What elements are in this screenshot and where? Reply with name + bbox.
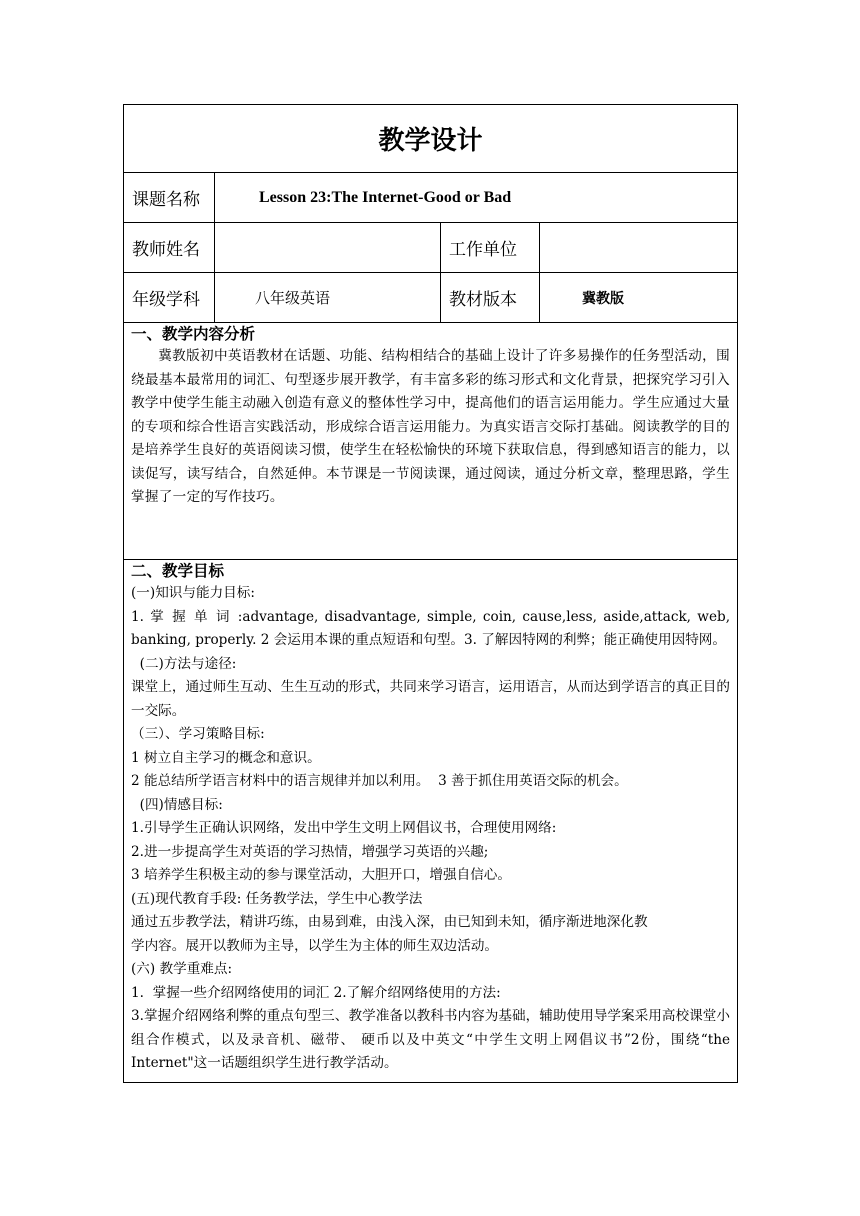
grade-subject-label: 年级学科	[124, 273, 215, 323]
content-analysis-body: 冀教版初中英语教材在话题、功能、结构相结合的基础上设计了许多易操作的任务型活动，围绕最基本最常用的词汇、句型逐步展开教学，有丰富多彩的练习形式和文化背景，把探究学习引入教学中使学生能主动融入创造有意义的整体性学习中，提高他们的语言运用能力。学生应通过大量的专项和综合性语言实践活动，形成综合语言运用能力。为真实语言交际打基础。阅读教学的目的是培养学生良好的英语阅读习惯，使学生在轻松愉快的环境下获取信息，得到感知语言的能力，以读促写，读写结合，自然延伸。本节课是一节阅读课，通过阅读，通过分析文章，整理思路，学生掌握了一定的写作技巧。	[131, 348, 731, 505]
textbook-version-value: 冀教版	[540, 273, 738, 323]
objective-line: 通过五步教学法，精讲巧练，由易到难，由浅入深，由已知到未知，循序渐进地深化教	[131, 914, 648, 930]
topic-value: Lesson 23:The Internet-Good or Bad	[215, 173, 738, 223]
objective-line: 1 树立自主学习的概念和意识。	[131, 749, 321, 766]
objective-line: 学内容。展开以教师为主导，以学生为主体的师生双边活动。	[131, 937, 499, 954]
teaching-objectives-section	[124, 560, 738, 1083]
content-analysis-heading: 一、教学内容分析	[131, 325, 256, 343]
workplace-value	[540, 223, 738, 273]
objective-line: 1. 掌 握 单 词 :advantage, disadvantage, simple, coin, cause,less, aside,attack, web, banking, properly. 2 会运用本课的重点短语和句型。3. 了解因特网的利弊；能正确使用因特网。	[131, 608, 731, 648]
objective-line: (四)情感目标:	[131, 796, 223, 813]
objective-line: 1.引导学生正确认识网络，发出中学生文明上网倡议书，合理使用网络:	[131, 820, 557, 836]
objective-line: (二)方法与途径:	[131, 655, 237, 672]
form-table	[123, 104, 738, 1083]
lesson-design-form	[123, 104, 737, 1083]
objective-line: 3.掌握介绍网络利弊的重点句型三、教学准备以教科书内容为基础，辅助使用导学案采用高校课堂小组合作模式，以及录音机、磁带、 硬币以及中英文“中学生文明上网倡议书”2份，围绕“the Internet"这一话题组织学生进行教学活动。	[131, 1008, 731, 1071]
textbook-version-label: 教材版本	[441, 273, 540, 323]
page-title: 教学设计	[124, 105, 738, 173]
workplace-label: 工作单位	[441, 223, 540, 273]
teaching-objectives-heading: 二、教学目标	[131, 562, 225, 580]
content-analysis-section	[124, 323, 738, 560]
objective-line: （三）、学习策略目标:	[131, 726, 265, 742]
teacher-value	[215, 223, 441, 273]
objective-line: 2 能总结所学语言材料中的语言规律并加以利用。 3 善于抓住用英语交际的机会。	[131, 773, 628, 789]
grade-subject-value: 八年级英语	[215, 273, 441, 323]
objective-line: 1. 掌握一些介绍网络使用的词汇 2.了解介绍网络使用的方法:	[131, 984, 501, 1001]
topic-label: 课题名称	[124, 173, 215, 223]
teacher-label: 教师姓名	[124, 223, 215, 273]
objective-line: 3 培养学生积极主动的参与课堂活动，大胆开口，增强自信心。	[131, 867, 511, 883]
objective-line: (五)现代教育手段: 任务教学法，学生中心教学法	[131, 890, 423, 907]
objective-line: (六) 教学重难点:	[131, 961, 233, 977]
objective-line: 2.进一步提高学生对英语的学习热情，增强学习英语的兴趣;	[131, 843, 489, 860]
objective-line: 课堂上，通过师生互动、生生互动的形式，共同来学习语言，运用语言，从而达到学语言的真正目的一交际。	[131, 679, 731, 719]
objective-line: (一)知识与能力目标:	[131, 585, 255, 601]
